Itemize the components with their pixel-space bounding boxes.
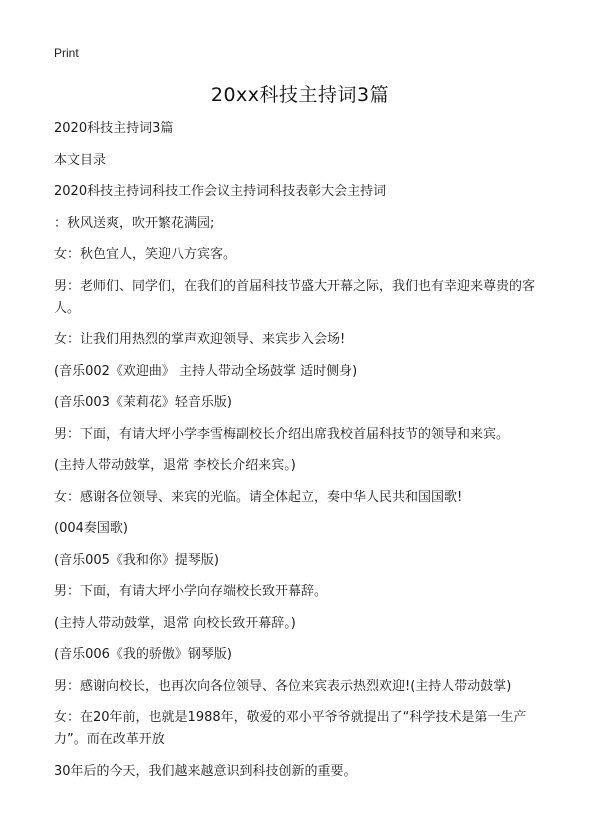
script-line: ：秋风送爽，吹开繁花满园; [54,215,215,231]
script-line: 女：秋色宜人，笑迎八方宾客。 [54,247,237,262]
print-link[interactable]: Print [54,46,79,60]
table-of-contents-heading: 本文目录 [54,152,107,168]
stage-direction: (004奏国歌) [54,521,128,536]
script-line: 女：让我们用热烈的掌声欢迎领导、来宾步入会场! [54,332,346,347]
document-body [54,118,559,792]
stage-direction: (主持人带动鼓掌，退常 向校长致开幕辞。) [54,615,296,631]
script-line: 女：感谢各位领导、来宾的光临。请全体起立，奏中华人民共和国国歌! [54,489,463,505]
stage-direction: (音乐006《我的骄傲》钢琴版) [54,647,232,662]
stage-direction: (主持人带动鼓掌，退常 李校长介绍来宾。) [54,458,296,473]
script-line: 男：下面，有请大坪小学向存端校长致开幕辞。 [54,584,328,599]
script-line: 30年后的今天，我们越来越意识到科技创新的重要。 [54,763,357,779]
table-of-contents-entries: 2020科技主持词科技工作会议主持词科技表彰大会主持词 [54,184,387,199]
stage-direction: (音乐005《我和你》提琴版) [54,552,219,568]
script-line: 女：在20年前，也就是1988年，敬爱的邓小平爷爷就提出了“科学技术是第一生产力”。而在改革开放 [54,710,527,747]
subtitle: 2020科技主持词3篇 [54,121,174,136]
stage-direction: (音乐002《欢迎曲》 主持人带动全场鼓掌 适时侧身) [54,363,358,379]
document-title: 20xx科技主持词3篇 [210,84,390,106]
script-line: 男：感谢向校长，也再次向各位领导、各位来宾表示热烈欢迎!(主持人带动鼓掌) [54,678,512,694]
stage-direction: (音乐003《茉莉花》轻音乐版) [54,395,232,410]
script-line: 男：老师们、同学们，在我们的首届科技节盛大开幕之际，我们也有幸迎来尊贵的客人。 [54,278,536,316]
script-line: 男：下面，有请大坪小学李雪梅副校长介绍出席我校首届科技节的领导和来宾。 [54,426,510,442]
